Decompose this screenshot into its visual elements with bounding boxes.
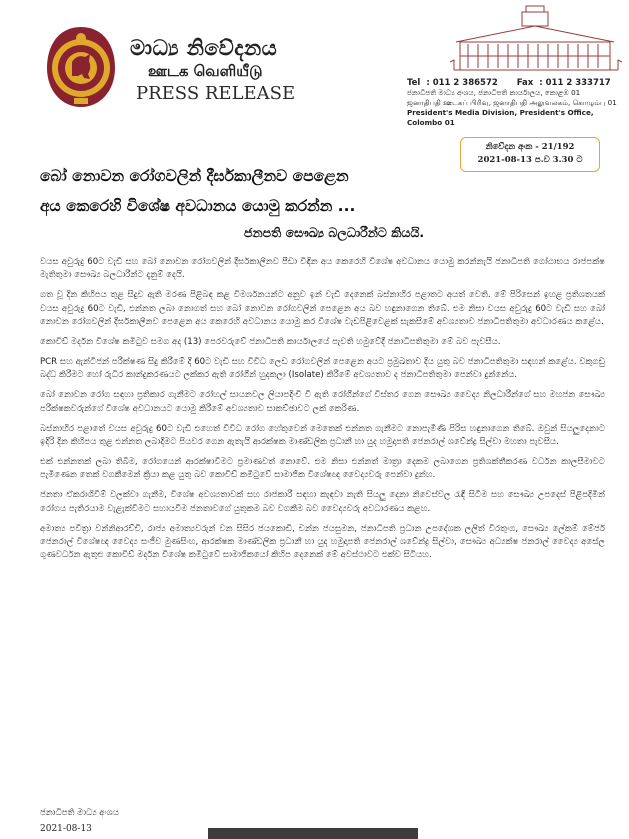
release-datetime: 2021-08-13 ප.ව 3.30 ට bbox=[477, 155, 583, 165]
fax-label: Fax bbox=[516, 78, 534, 88]
headline-subtitle: ජනපති සෞඛ්‍ය බලධාරීන්ට කියයි. bbox=[244, 225, 425, 240]
paragraph-4: PCR සහ ඇන්ටිජන් පරීක්ෂණ සිදු කිරීමේ දී 60ට වැඩි සහ විවිධ ලෙඩ රෝගවලින් පෙළෙන අයට ප්‍රමුඛතාව දිය යුතු බව ජනාධිපතිතුමා සඳහන් කළේය. වකුගඩු බද්ධ කිරීමට හෝ රුධිර කාන්දුකරණයට ලක්කර ඇති රෝගීන් හුදකලා (Isolate) කිරීමේ අවශ්‍යතාව ද ජනාධිපතිතුමා පෙන්වා දුන්නේය. bbox=[40, 356, 605, 381]
release-body bbox=[40, 256, 605, 569]
signature-office: ජනාධිපති මාධ්‍ය අංශය bbox=[40, 808, 119, 818]
paragraph-9: අමාත්‍ය පවිත්‍රා වන්නිආරච්චි, රාජ්‍ය අමාත්‍යවරුන් වන සිසිර ජයකොඩි, චන්න ජයසුමන, ජනාධිපති ප්‍රධාන උපදේශක ලලිත් වීරතුංග, සෞඛ්‍ය ලේකම් මේජර් ජෙනරාල් විශේෂඥ වෛද්‍ය සංජීව මුණසිංහ, ආරක්ෂක මාණ්ඩලික ප්‍රධානී හා යුද හමුදාපති ජෙනරාල් ශවේන්ද්‍ර සිල්වා, සෞඛ්‍ය අධ්‍යක්ෂ ජනරාල් වෛද්‍ය අසේල ගුණවර්ධන ඇතුළු කොවිඩ් මර්දන විශේෂ කමිටුවේ සාමාජිකයෝ කිහිප දෙනෙක් මේ අවස්ථාවට එක්ව සිටියහ. bbox=[40, 523, 605, 561]
tel-label: Tel bbox=[407, 78, 421, 88]
paragraph-1: වයස අවුරුදු 60ට වැඩි සහ බෝ නොවන රෝගවලින් දීර්ඝකාලීනව පීඩා විඳින අය කෙරෙහි විශේෂ අවධානය යොමු කරන්නැයි ජනාධිපති ගෝඨාභය රාජපක්ෂ මැතිතුමා සෞඛ්‍ය බලධාරීන්ට දැනුම් දෙයි. bbox=[40, 257, 605, 281]
headline-line-1: බෝ නොවන රෝගවලින් දීර්ඝකාලීනව පෙළෙන bbox=[40, 167, 349, 185]
fax-value: : 011 2 333717 bbox=[539, 78, 611, 88]
brand-tamil: ஊடக வெளியீடு bbox=[148, 62, 263, 80]
paragraph-3: කොවිඩ් මර්දන විශේෂ කමිටුව සමග අද (13) පෙරවරුවේ ජනාධිපති කාර්යාලයේ පැවති හමුවේදී ජනාධිපතිතුමා මේ බව පැවසීය. bbox=[40, 337, 501, 348]
presidents-office-building-icon bbox=[446, 4, 624, 74]
brand-sinhala: මාධ්‍ය නිවේදනය bbox=[130, 36, 278, 60]
sri-lanka-emblem-icon bbox=[44, 24, 118, 110]
release-number: නිවේදන අංක - 21/192 bbox=[485, 142, 575, 152]
contact-block bbox=[407, 78, 627, 128]
page-navigation-bar[interactable] bbox=[208, 828, 418, 839]
paragraph-5: බෝ නොවන රෝග සඳහා ප්‍රතිකාර ගැනීමට රෝහල් සායනවල ලියාපදිංචි වී ඇති රෝගීන්ගේ විස්තර ගෙන සෞඛ්‍ය වෛද්‍ය නිලධාරීන්ගේ සහ මහජන සෞඛ්‍ය පරීක්ෂකවරුන්ගේ විශේෂ අවධානයට යොමු කිරීමේ අවශ්‍යතාව සාකච්ඡාවට ලක් කෙරිණ. bbox=[40, 390, 605, 414]
office-address-tamil: ஜனாதிபதி ஊடகப் பிரிவு, ஜனாதிபதி அலுவலகம், கொழும்பு 01 bbox=[407, 98, 617, 107]
paragraph-7: එක් එන්නතක් ලබා තිබීම, රෝගයෙන් ආරක්ෂාවීමට ප්‍රමාණවත් නොවේ. එම නිසා එන්නත් මාත්‍රා දෙකම ලබාගෙන ප්‍රතිශක්තීකරණ වර්ධන කාලසීමාවට පැමිණෙන තෙක් වගකීමෙන් ක්‍රියා කළ යුතු බව කොවිඩ් කමිටුවේ සාමාජික විශේෂඥ වෛද්‍යවරු පෙන්වා දුන්හ. bbox=[40, 456, 605, 481]
headline bbox=[40, 161, 460, 221]
release-reference-box bbox=[460, 137, 600, 172]
paragraph-2: ගත වූ දින කිහිපය තුළ සිදුව ඇති මරණ පිළිබඳ කළ විමර්ශනයන්ට අනුව ඉන් වැඩි දෙනෙක් බස්නාහිර පළාතට අයත් වෙති. මේ පිරිසෙන් ඉහළ ප්‍රතිශතයක් වයස අවුරුදු 60ට වැඩි, එන්නත ලබා නොගත් සහ බෝ නොවන රෝගවලින් පෙළෙන අය බව හඳුනාගෙන තිබේ. එම නිසා වයස අවුරුදු 60ට වැඩි සහ බෝ නොවන රෝගවලින් දීර්ඝකාලීනව පෙළෙන අය කෙරෙහි අවධානය යොමු කර විශේෂ වැඩපිළිවෙළක් සැකසීමේ අවශ්‍යතාව ජනාධිපතිතුමා අවධාරණය කළේය. bbox=[40, 290, 605, 328]
tel-value: : 011 2 386572 bbox=[426, 78, 498, 88]
office-address-english: President's Media Division, President's Office, Colombo 01 bbox=[407, 108, 594, 127]
letterhead bbox=[0, 0, 629, 135]
press-release-brand bbox=[130, 36, 330, 106]
office-address-sinhala: ජනාධිපති මාධ්‍ය අංශය, ජනාධිපති කාර්යාලය, කොළඹ 01 bbox=[407, 88, 581, 97]
signature-date: 2021-08-13 bbox=[40, 824, 92, 834]
paragraph-6: බස්නාහිර පළාතේ වයස අවුරුදු 60ට වැඩි එහෙත් විවිධ රෝග හේතුවෙන් මෙතෙක් එන්නත ගැනීමට නොපැමිණි පිරිස හඳුනාගෙන තිබේ. ඔවුන් සියලුදෙනාට ඉදිරි දින කිහිපය තුළ එන්නත ලබාදීමට පියවර ගෙන ඇතැයි ආරක්ෂක මාණ්ඩලික ප්‍රධානී හා යුද හමුදාපති ජෙනරාල් ශවේන්ද්‍ර සිල්වා මහතා පැවසීය. bbox=[40, 423, 605, 447]
paragraph-8: ජනතා ඒකරාශිවීම් වලක්වා ගැනීම, විශේෂ අවශ්‍යතාවක් සහ රාජකාරී සඳහා කැඳවා නැති සියලු දෙනා නිවෙස්වල රැඳී සිටීම සහ සෞඛ්‍ය උපදෙස් පිළිපදිමින් රෝගය පැතිරයාම වැළැක්වීමට සහායවීම ජනතාවගේ යුතුකම බව වගකීම බව වෛද්‍යවරු අවධාරණය කළහ. bbox=[40, 490, 605, 514]
headline-line-2: අය කෙරෙහි විශේෂ අවධානය යොමු කරන්න ... bbox=[40, 197, 356, 215]
signature-block bbox=[40, 805, 119, 837]
brand-english: PRESS RELEASE bbox=[136, 83, 296, 104]
